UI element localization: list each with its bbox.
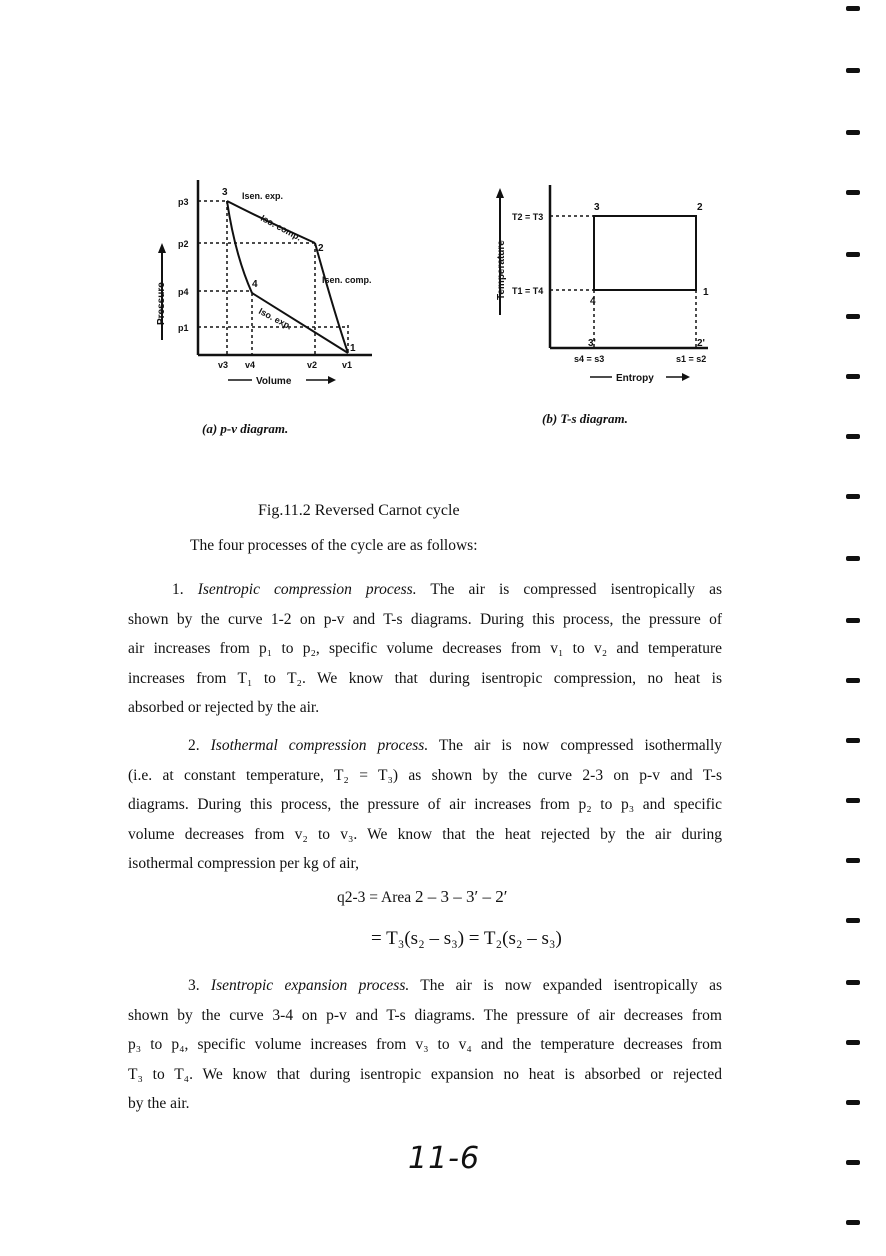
ts-axis-y-label: Temperature: [496, 240, 507, 300]
paragraph-line: (i.e. at constant temperature, T₂ = T₃) as shown by the curve 2-3 on p-v and T-s: [128, 766, 722, 784]
ts-diagram: [470, 180, 730, 395]
margin-mark: [846, 618, 860, 623]
margin-mark: [846, 1160, 860, 1165]
ts-point-3-prime: 3': [588, 338, 596, 349]
equation-rhs: 2 – 3 – 3′ – 2′: [415, 887, 508, 906]
pv-point-3: 3: [222, 187, 228, 198]
equation-heat-rejected-expanded: = T₃(s₂ – s₃) = T₂(s₂ – s₃): [371, 928, 562, 949]
paragraph-number: 3.: [188, 977, 200, 994]
pv-point-4: 4: [252, 279, 258, 290]
pv-axis-y-label: Pressure: [156, 282, 167, 325]
pv-axis-x-label: Volume: [256, 376, 292, 387]
paragraph-line: [128, 971, 722, 1001]
pv-label-iso-exp: Iso. exp.: [257, 305, 294, 332]
paragraph-line: increases from T₁ to T₂. We know that during isentropic compression, no heat is: [128, 669, 722, 687]
margin-mark: [846, 190, 860, 195]
ts-point-2: 2: [697, 202, 703, 213]
figure-title: Fig.11.2 Reversed Carnot cycle: [258, 502, 460, 519]
ts-diagram-svg: [470, 180, 730, 395]
paragraph-heading: Isentropic compression process.: [197, 581, 417, 598]
pv-label-isen-exp: Isen. exp.: [242, 191, 284, 201]
pv-xtick-v1: v1: [342, 360, 353, 370]
pv-point-2: 2: [318, 243, 324, 254]
ts-ytick-t2-t3: T2 = T3: [512, 212, 544, 222]
margin-mark: [846, 130, 860, 135]
paragraph-line: [128, 575, 722, 605]
margin-mark: [846, 252, 860, 257]
ts-point-3: 3: [594, 202, 600, 213]
margin-mark: [846, 798, 860, 803]
margin-mark: [846, 314, 860, 319]
margin-mark: [846, 738, 860, 743]
margin-mark: [846, 858, 860, 863]
paragraph-isothermal-compression: [128, 731, 722, 879]
ts-point-4: 4: [590, 296, 596, 307]
pv-ytick-p2: p2: [178, 239, 189, 249]
paragraph-line: by the air.: [128, 1095, 190, 1112]
paragraph-line: air increases from p₁ to p₂, specific volume decreases from v₁ to v₂ and temperature: [128, 640, 722, 657]
pv-diagram: [150, 175, 390, 395]
ts-axis-x-label: Entropy: [616, 373, 654, 384]
paragraph-line: shown by the curve 1-2 on p-v and T-s diagrams. During this process, the pressure of: [128, 610, 722, 628]
equation-heat-rejected: [337, 887, 507, 907]
paragraph-line: shown by the curve 3-4 on p-v and T-s diagrams. The pressure of air decreases from: [128, 1006, 722, 1024]
margin-mark: [846, 980, 860, 985]
pv-caption: (a) p-v diagram.: [202, 421, 289, 436]
margin-mark: [846, 68, 860, 73]
margin-mark: [846, 556, 860, 561]
pv-xtick-v2: v2: [307, 360, 318, 370]
ts-point-1: 1: [703, 287, 709, 298]
paragraph-line: volume decreases from v₂ to v₃. We know that the heat rejected by the air during: [128, 825, 722, 843]
equation-lhs: q2-3 = Area: [337, 889, 412, 906]
pv-point-1: 1: [350, 343, 356, 354]
margin-mark: [846, 1220, 860, 1225]
ts-point-2-prime: 2': [697, 338, 705, 349]
intro-text: The four processes of the cycle are as follows:: [190, 537, 478, 554]
paragraph-line: isothermal compression per kg of air,: [128, 855, 359, 872]
pv-label-isen-comp: Isen. comp.: [322, 275, 372, 285]
paragraph-isentropic-compression: [128, 575, 722, 723]
margin-mark: [846, 918, 860, 923]
paragraph-number: 2.: [188, 737, 200, 754]
pv-label-iso-comp: Iso. comp.: [259, 212, 304, 243]
pv-ytick-p3: p3: [178, 197, 189, 207]
pv-diagram-svg: [150, 175, 390, 395]
pv-ytick-p4: p4: [178, 287, 189, 297]
margin-mark: [846, 374, 860, 379]
paragraph-text: The air is now compressed isothermally: [438, 737, 722, 754]
pv-ytick-p1: p1: [178, 323, 189, 333]
ts-xtick-s4-s3: s4 = s3: [574, 354, 605, 364]
paragraph-line: p₃ to p₄, specific volume increases from v₃ to v₄ and the temperature decreases from: [128, 1036, 722, 1053]
pv-xtick-v4: v4: [245, 360, 256, 370]
pv-xtick-v3: v3: [218, 360, 229, 370]
paragraph-line: diagrams. During this process, the pressure of air increases from p₂ to p₃ and specific: [128, 796, 722, 813]
paragraph-number: 1.: [172, 581, 184, 598]
margin-mark: [846, 1040, 860, 1045]
margin-mark: [846, 6, 860, 11]
margin-mark: [846, 434, 860, 439]
paragraph-text: The air is now expanded isentropically as: [420, 977, 722, 994]
paragraph-line: T₃ to T₄. We know that during isentropic expansion no heat is absorbed or rejected: [128, 1065, 722, 1083]
paragraph-isentropic-expansion: [128, 971, 722, 1119]
ts-ytick-t1-t4: T1 = T4: [512, 286, 544, 296]
paragraph-line: [128, 731, 722, 761]
ts-caption: (b) T-s diagram.: [542, 411, 628, 426]
margin-mark: [846, 678, 860, 683]
paragraph-heading: Isothermal compression process.: [210, 737, 429, 754]
margin-mark: [846, 1100, 860, 1105]
paragraph-heading: Isentropic expansion process.: [210, 977, 410, 994]
margin-mark: [846, 494, 860, 499]
ts-xtick-s1-s2: s1 = s2: [676, 354, 707, 364]
paragraph-text: The air is compressed isentropically as: [430, 581, 722, 598]
page-number: 11-6: [408, 1141, 481, 1176]
paragraph-line: absorbed or rejected by the air.: [128, 699, 320, 716]
